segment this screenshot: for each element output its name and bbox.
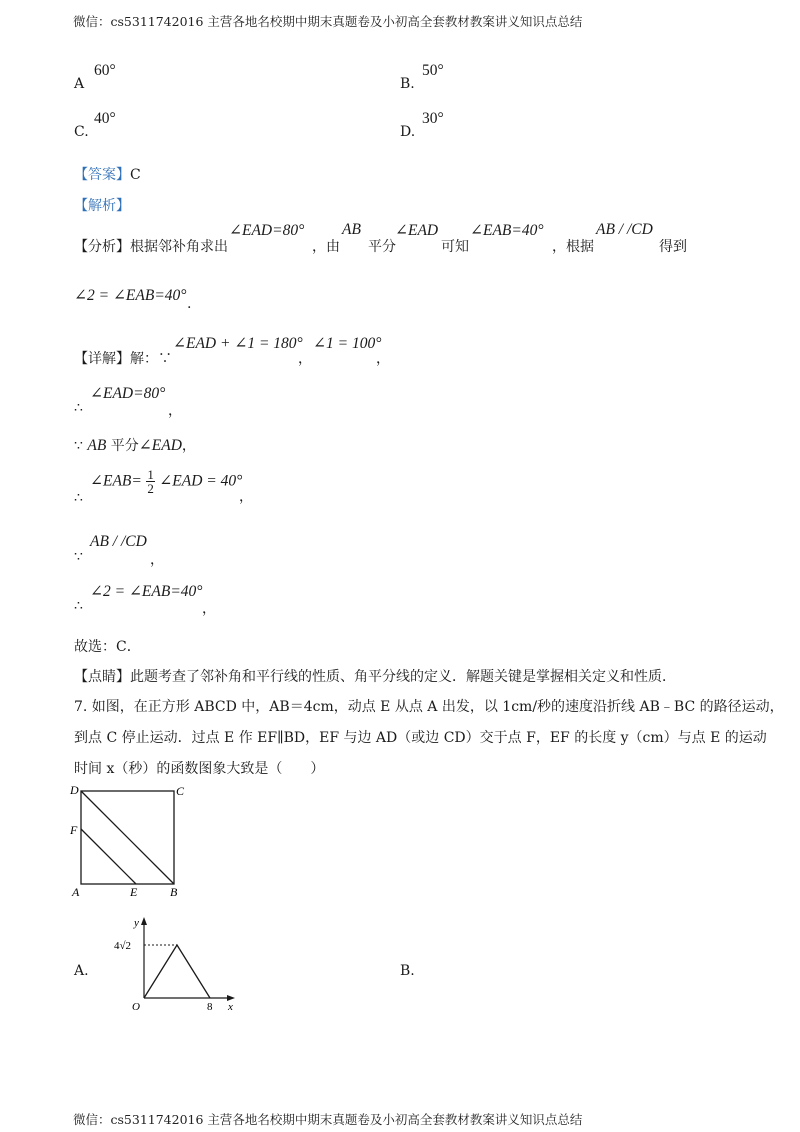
detail-comma-6: ，: [202, 601, 216, 617]
therefore-1: ∴: [74, 400, 83, 416]
because-1: ∵: [74, 438, 83, 454]
choose-line: 故选：C．: [74, 639, 141, 655]
detail-label: 【详解】: [74, 351, 130, 367]
detail-eq-1b: ∠1 = 100°: [313, 335, 382, 352]
fenxi-math-6: ∠2 = ∠EAB=40°: [74, 287, 187, 304]
option-b-letter: B.: [400, 76, 415, 92]
answer-value: C: [130, 167, 141, 183]
option-a-value: 60°: [94, 62, 116, 79]
fraction-one-half: [146, 468, 155, 495]
label-d: D: [70, 783, 79, 797]
diagonal-bd: [81, 791, 174, 884]
graph-a-line: [144, 945, 210, 998]
fenxi-label: 【分析】: [74, 239, 130, 255]
origin-label: O: [132, 1001, 140, 1013]
detail-line-3: [74, 435, 196, 455]
fraction-numerator: 1: [147, 467, 154, 482]
therefore-2: ∴: [74, 490, 83, 506]
option-a-graph-letter: A.: [74, 963, 89, 979]
detail-eq-5: AB / /CD: [90, 533, 147, 550]
y-axis-arrow-icon: [141, 917, 147, 925]
comment-text: 此题考查了邻补角和平行线的性质、角平分线的定义．解题关键是掌握相关定义和性质．: [130, 669, 676, 685]
option-b-graph-letter: B.: [400, 963, 415, 979]
q7-line-1: 7. 如图，在正方形 ABCD 中，AB＝4cm，动点 E 从点 A 出发，以 1cm/秒的速度沿折线 AB﹣BC 的路径运动，: [74, 699, 784, 715]
detail-eq-4: [90, 468, 242, 495]
option-b-value: 50°: [422, 62, 444, 79]
detail-comma-5: ，: [150, 552, 164, 568]
detail-eq-3c: ∠EAD: [138, 437, 182, 454]
q7-line-2: 到点 C 停止运动．过点 E 作 EF∥BD，EF 与边 AD（或边 CD）交于点 F，EF 的长度 y（cm）与点 E 的运动: [74, 730, 767, 746]
detail-sep: ，: [298, 351, 312, 367]
y-axis-label: y: [134, 917, 139, 929]
detail-eq-1a: ∠EAD + ∠1 = 180°: [173, 335, 303, 352]
detail-eq-2: ∠EAD=80°: [90, 385, 166, 402]
label-a: A: [72, 885, 80, 899]
page-footer: 微信：cs5311742016 主营各地名校期中期末真题卷及小初高全套教材教案讲义知识点总结: [73, 1112, 583, 1127]
fenxi-text-3: 平分: [368, 239, 396, 255]
comment-label: 【点睛】: [74, 669, 130, 685]
label-f: F: [70, 823, 78, 837]
answer-row: [74, 164, 141, 184]
option-c-letter: C.: [74, 124, 89, 140]
detail-eq-4b: ∠EAD = 40°: [159, 472, 243, 490]
option-a-letter: A: [74, 76, 85, 92]
fenxi-text-1: 根据邻补角求出: [130, 239, 228, 255]
square-figure: [66, 782, 196, 904]
label-e: E: [130, 885, 138, 899]
analysis-label: 【解析】: [74, 198, 130, 214]
detail-eq-3a: AB: [87, 437, 107, 454]
fenxi-text-6: 得到: [659, 239, 687, 255]
fenxi-math-4: ∠EAB=40°: [470, 222, 544, 239]
because-2: ∵: [74, 549, 83, 565]
fraction-denominator: 2: [147, 481, 154, 496]
y-tick-label: 4√2: [114, 940, 132, 952]
detail-comma-2: ，: [168, 403, 182, 419]
option-d-value: 30°: [422, 110, 444, 127]
graph-a: [110, 912, 245, 1014]
comment-line: [74, 666, 676, 686]
fenxi-math-2: AB: [342, 221, 361, 238]
detail-end-1: ，: [376, 351, 390, 367]
x-axis-label: x: [228, 1001, 233, 1013]
detail-text-3b: 平分: [110, 438, 139, 454]
fenxi-math-1: ∠EAD=80°: [229, 222, 305, 239]
fenxi-math-5: AB / /CD: [596, 221, 653, 238]
label-b: B: [170, 885, 178, 899]
detail-eq-4a: ∠EAB=: [90, 472, 142, 490]
page-header: 微信：cs5311742016 主营各地名校期中期末真题卷及小初高全套教材教案讲义知识点总结: [73, 14, 583, 29]
detail-comma-3: ，: [181, 438, 196, 454]
answer-label: 【答案】: [74, 167, 130, 183]
fenxi-text-4: 可知: [441, 239, 469, 255]
fenxi-math-3: ∠EAD: [395, 222, 439, 239]
detail-comma-4: ，: [239, 489, 253, 505]
label-c: C: [176, 784, 185, 798]
q7-line-3: 时间 x（秒）的函数图象大致是（ ）: [74, 761, 325, 777]
fenxi-label-text: [74, 236, 228, 256]
fenxi-period: .: [187, 296, 192, 312]
fenxi-text-5: ，根据: [552, 239, 594, 255]
x-tick-label: 8: [207, 1001, 213, 1013]
fenxi-text-2: ，由: [312, 239, 340, 255]
option-d-letter: D.: [400, 124, 416, 140]
detail-eq-6: ∠2 = ∠EAB=40°: [90, 583, 203, 600]
therefore-3: ∴: [74, 598, 83, 614]
detail-intro-text: 解：∵: [130, 351, 172, 367]
option-c-value: 40°: [94, 110, 116, 127]
detail-intro: [74, 348, 172, 368]
